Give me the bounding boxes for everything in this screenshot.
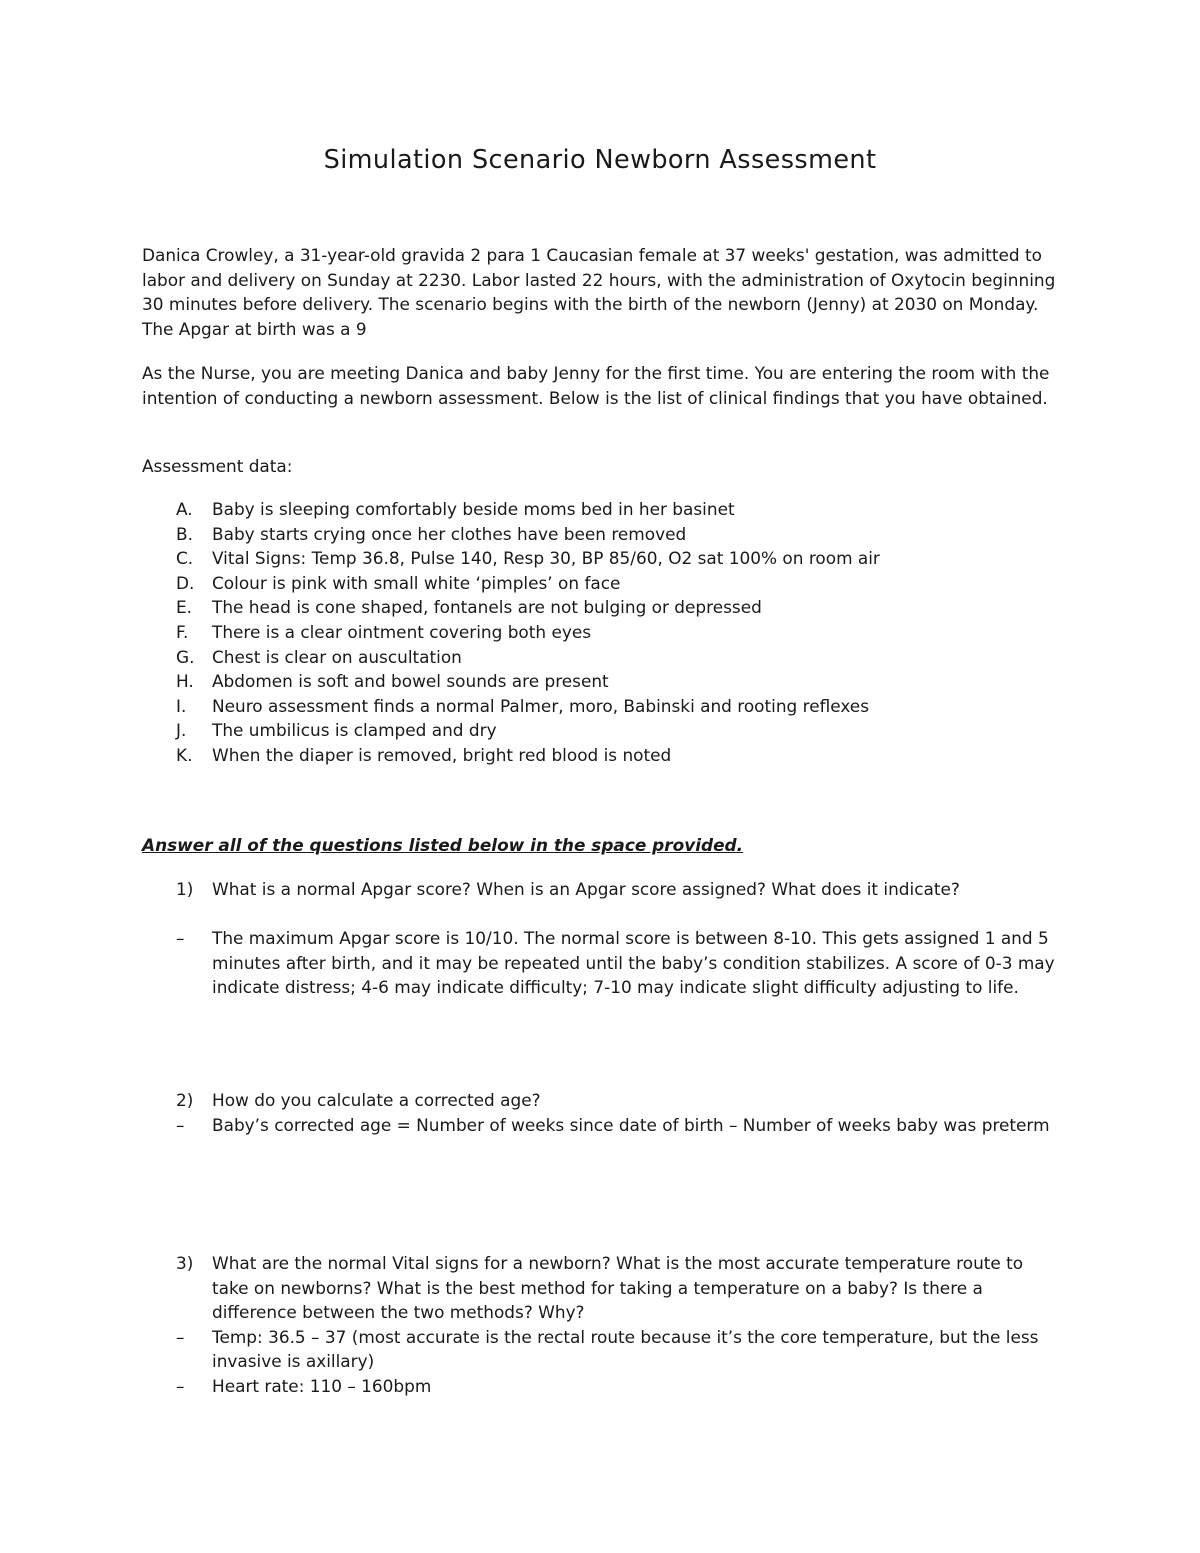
- answer-text: Baby’s corrected age = Number of weeks since date of birth – Number of weeks baby was preterm: [212, 1114, 1050, 1135]
- list-item-text: When the diaper is removed, bright red blood is noted: [212, 744, 672, 765]
- document-title: Simulation Scenario Newborn Assessment: [323, 145, 877, 175]
- list-item-text: Colour is pink with small white ‘pimples’ on face: [212, 572, 621, 593]
- answer-marker: –: [176, 928, 185, 948]
- list-marker: I.: [176, 695, 187, 716]
- list-item-text: Vital Signs: Temp 36.8, Pulse 140, Resp 30, BP 85/60, O2 sat 100% on room air: [212, 548, 880, 569]
- list-marker: F.: [176, 621, 189, 642]
- answer-row: [176, 1113, 1056, 1138]
- list-marker: C.: [176, 548, 194, 569]
- list-item: [176, 595, 1076, 620]
- answer-text: The maximum Apgar score is 10/10. The normal score is between 8-10. This gets assigned 1 and 5 minutes after birth, and it may be repeated until the baby’s condition stabilizes. A score of 0-3 may indicate distress; 4-6 may indicate difficulty; 7-10 may indicate slight difficulty adjusting to life.: [212, 928, 1055, 998]
- list-item-text: Neuro assessment finds a normal Palmer, moro, Babinski and rooting reflexes: [212, 695, 869, 716]
- list-marker: H.: [176, 671, 194, 692]
- list-item: [176, 694, 1076, 719]
- list-item: [176, 743, 1076, 768]
- list-item: [176, 546, 1076, 571]
- question-marker: 1): [176, 879, 194, 899]
- instruction-heading: Answer all of the questions listed below in the space provided.: [142, 835, 744, 855]
- answer-marker: –: [176, 1375, 185, 1396]
- answer-row: [176, 1374, 1056, 1399]
- list-item: [176, 669, 1076, 694]
- question-row: [176, 877, 1056, 902]
- answer-text: Heart rate: 110 – 160bpm: [212, 1375, 432, 1396]
- list-item: [176, 718, 1076, 743]
- list-marker: J.: [176, 720, 187, 741]
- list-item: [176, 571, 1076, 596]
- list-item-text: Baby starts crying once her clothes have been removed: [212, 523, 687, 544]
- question-text: What is a normal Apgar score? When is an Apgar score assigned? What does it indicate?: [212, 879, 960, 899]
- answer-row: [176, 1325, 1056, 1374]
- list-marker: K.: [176, 744, 193, 765]
- list-item-text: Baby is sleeping comfortably beside moms bed in her basinet: [212, 499, 735, 519]
- assessment-heading: Assessment data:: [142, 456, 293, 476]
- answer-marker: –: [176, 1114, 185, 1135]
- list-item-text: Abdomen is soft and bowel sounds are present: [212, 671, 609, 692]
- answer-text: Temp: 36.5 – 37 (most accurate is the rectal route because it’s the core temperature, but the less invasive is axillary): [212, 1326, 1039, 1372]
- assessment-list: [176, 497, 1076, 768]
- list-item-text: The head is cone shaped, fontanels are not bulging or depressed: [212, 597, 762, 618]
- list-marker: B.: [176, 523, 193, 544]
- question-1: [176, 877, 1056, 902]
- question-marker: 3): [176, 1253, 194, 1273]
- list-item-text: There is a clear ointment covering both eyes: [212, 621, 592, 642]
- list-marker: D.: [176, 572, 195, 593]
- answer-marker: –: [176, 1326, 185, 1347]
- intro-paragraph: [142, 243, 1062, 341]
- question-2: [176, 1088, 1056, 1137]
- list-marker: A.: [176, 499, 193, 519]
- question-marker: 2): [176, 1090, 194, 1110]
- list-item: [176, 497, 1076, 522]
- question-text: How do you calculate a corrected age?: [212, 1090, 541, 1110]
- list-marker: E.: [176, 597, 193, 618]
- list-marker: G.: [176, 646, 195, 667]
- question-text: What are the normal Vital signs for a newborn? What is the most accurate temperature route to take on newborns? What is the best method for taking a temperature on a baby? Is there a difference between the two methods? Why?: [212, 1253, 1024, 1323]
- question-row: [176, 1088, 1056, 1113]
- answer-1: [176, 926, 1056, 1000]
- intro-paragraph-text: Danica Crowley, a 31-year-old gravida 2 para 1 Caucasian female at 37 weeks' gestation, was admitted to labor and delivery on Sunday at 2230. Labor lasted 22 hours, with the administration of Oxytocin beginning 30 minutes before delivery. The scenario begins with the birth of the newborn (Jenny) at 2030 on Monday. The Apgar at birth was a 9: [142, 245, 1056, 339]
- question-3: [176, 1251, 1056, 1399]
- list-item-text: Chest is clear on auscultation: [212, 646, 462, 667]
- list-item: [176, 620, 1076, 645]
- answer-row: [176, 926, 1056, 1000]
- list-item: [176, 522, 1076, 547]
- nurse-paragraph-text: As the Nurse, you are meeting Danica and baby Jenny for the first time. You are entering the room with the intention of conducting a newborn assessment. Below is the list of clinical findings that you have obtained.: [142, 363, 1050, 408]
- nurse-paragraph: [142, 361, 1062, 410]
- question-row: [176, 1251, 1056, 1325]
- list-item-text: The umbilicus is clamped and dry: [212, 720, 497, 741]
- list-item: [176, 645, 1076, 670]
